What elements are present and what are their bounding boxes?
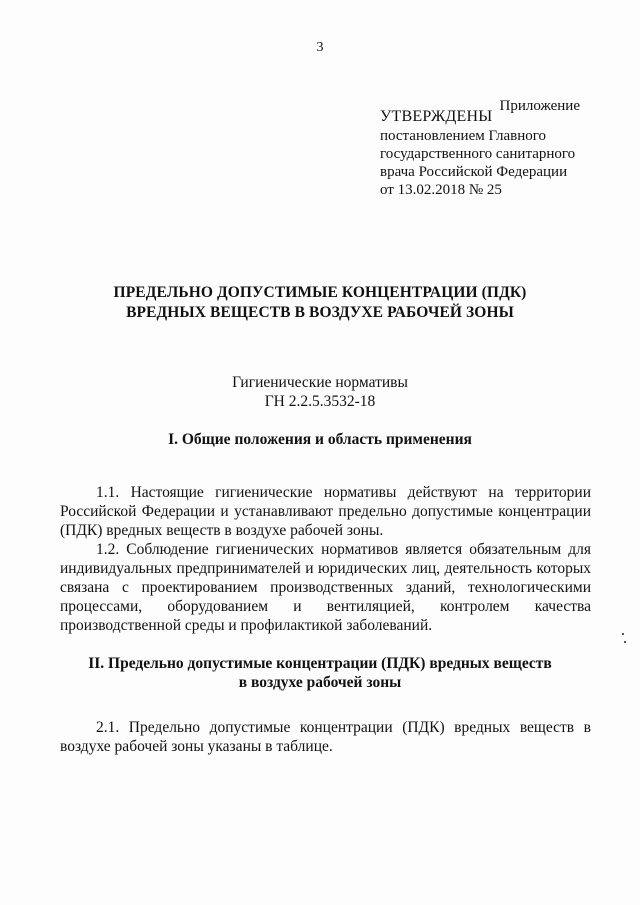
section-2-heading-line: II. Предельно допустимые концентрации (ПДК) вредных веществ [88,655,552,672]
approval-line: постановлением Главного [380,128,547,144]
document-subtitle [60,373,580,411]
approval-line: врача Российской Федерации [380,164,568,180]
paragraph-2-1: 2.1. Предельно допустимые концентрации (ПДК) вредных веществ в воздухе рабочей зоны указаны в таблице. [60,719,591,755]
document-title [60,283,580,323]
page-number: 3 [316,40,324,55]
section-2-heading [60,654,580,692]
document-title-line: ВРЕДНЫХ ВЕЩЕСТВ В ВОЗДУХЕ РАБОЧЕЙ ЗОНЫ [126,304,514,321]
paragraph-1-2: 1.2. Соблюдение гигиенических нормативов является обязательным для индивидуальных предпринимателей и юридических лиц, деятельность которых связана с проектированием производственных зданий, технологическими процессами, оборудованием и вентиляцией, контролем качества производственной среды и профилактикой заболеваний. [60,541,591,634]
scan-speck [622,633,624,635]
approval-heading: УТВЕРЖДЕНЫ [380,108,493,125]
appendix-label: Приложение [499,98,580,114]
paragraph-1-1: 1.1. Настоящие гигиенические нормативы действуют на территории Российской Федерации и устанавливают предельно допустимые концентрации (ПДК) вредных веществ в воздухе рабочей зоны. [60,484,591,539]
section-2-heading-line: в воздухе рабочей зоны [238,674,402,691]
approval-line: государственного санитарного [380,146,576,162]
document-subtitle-line: Гигиенические нормативы [232,374,408,391]
section-1-heading: I. Общие положения и область применения [168,431,472,448]
scan-speck [624,641,626,643]
approval-block [380,108,610,199]
document-code: ГН 2.2.5.3532-18 [264,393,376,410]
document-title-line: ПРЕДЕЛЬНО ДОПУСТИМЫЕ КОНЦЕНТРАЦИИ (ПДК) [113,284,527,301]
approval-line: от 13.02.2018 № 25 [380,182,502,198]
